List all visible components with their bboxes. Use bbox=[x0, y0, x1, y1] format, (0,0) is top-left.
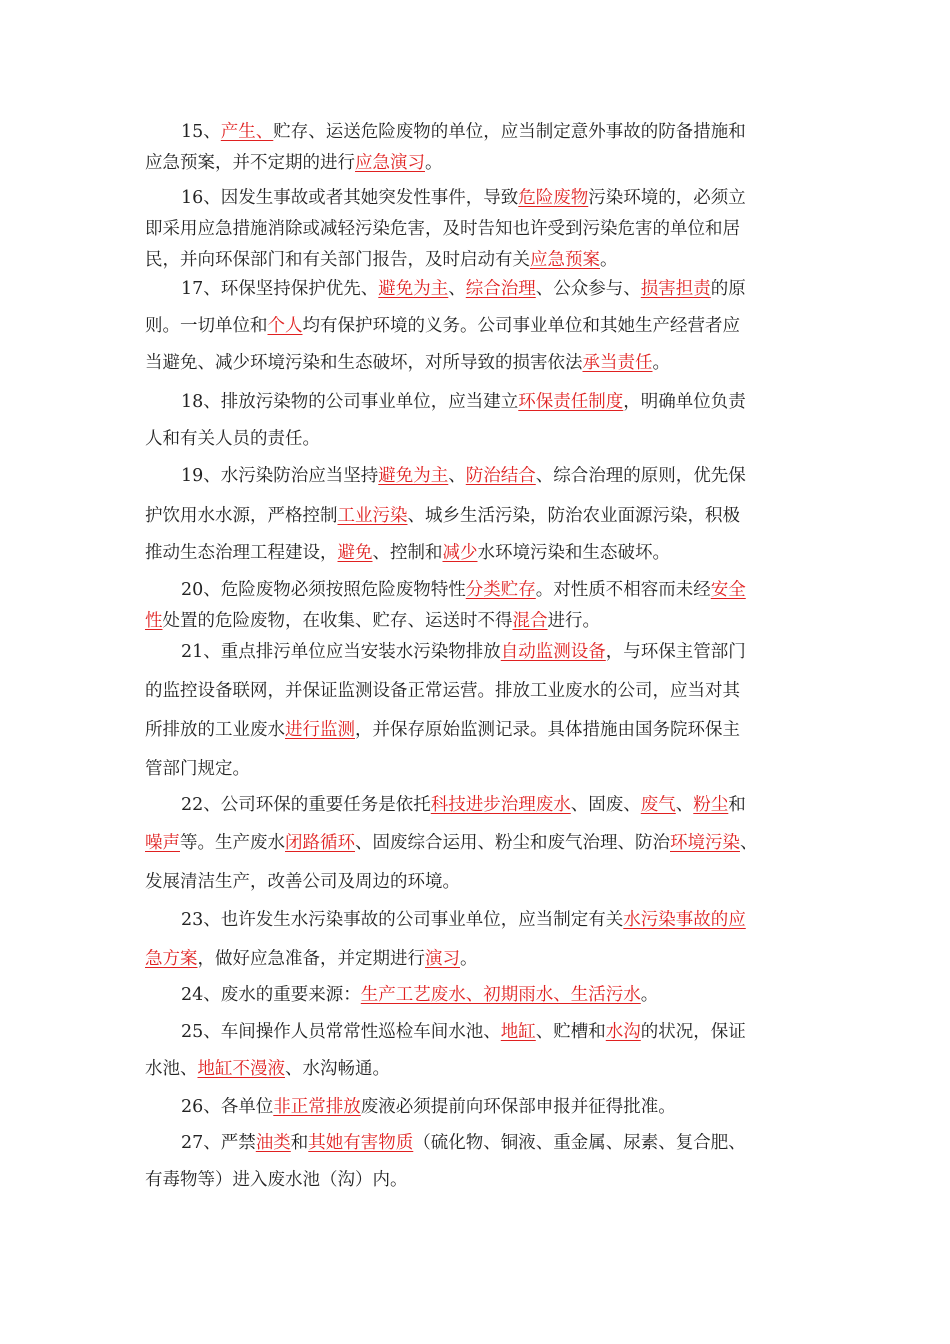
body-text: 水池、 bbox=[145, 1059, 198, 1079]
answer-text: 减少 bbox=[442, 543, 478, 563]
body-text: 15、 bbox=[181, 122, 221, 142]
text-line bbox=[145, 504, 810, 528]
answer-text: 综合治理 bbox=[465, 279, 536, 299]
body-text: 25、车间操作人员常常性巡检车间水池、 bbox=[181, 1022, 501, 1042]
body-text: 当避免、减少环境污染和生态破坏，对所导致的损害依法 bbox=[145, 353, 583, 373]
text-line bbox=[145, 217, 810, 241]
body-text: 处置的危险废物，在收集、贮存、运送时不得 bbox=[162, 611, 513, 631]
answer-text: 废气 bbox=[640, 795, 676, 815]
text-line bbox=[181, 793, 810, 817]
answer-text: 环保责任制度 bbox=[518, 392, 624, 412]
body-text: 护饮用水水源，严格控制 bbox=[145, 506, 338, 526]
text-line bbox=[145, 718, 810, 742]
answer-text: 闭路循环 bbox=[285, 833, 355, 853]
answer-text: 科技进步治理废水 bbox=[430, 795, 571, 815]
body-text: 、贮槽和 bbox=[535, 1022, 606, 1042]
text-line bbox=[145, 870, 810, 894]
text-line bbox=[181, 983, 810, 1007]
body-text: 。 bbox=[652, 353, 670, 373]
answer-text: 应急演习 bbox=[355, 153, 425, 173]
body-text: 水环境污染和生态破坏。 bbox=[477, 543, 670, 563]
answer-text: 其她有害物质 bbox=[308, 1133, 414, 1153]
answer-text: 个人 bbox=[267, 316, 303, 336]
answer-text: 混合 bbox=[512, 611, 548, 631]
text-line bbox=[181, 1131, 810, 1155]
text-line bbox=[181, 186, 810, 210]
body-text: 等。生产废水 bbox=[180, 833, 285, 853]
text-line bbox=[181, 1095, 810, 1119]
answer-text: 噪声 bbox=[145, 833, 180, 853]
body-text: 22、公司环保的重要任务是依托 bbox=[181, 795, 431, 815]
body-text: 16、因发生事故或者其她突发性事件，导致 bbox=[181, 188, 519, 208]
text-line bbox=[145, 947, 810, 971]
body-text: ，并保存原始监测记录。具体措施由国务院环保主 bbox=[355, 720, 740, 740]
body-text: 民，并向环保部门和有关部门报告，及时启动有关 bbox=[145, 250, 530, 270]
body-text: 24、废水的重要来源： bbox=[181, 985, 361, 1005]
body-text: 、固废综合运用、粉尘和废气治理、防治 bbox=[355, 833, 670, 853]
text-line bbox=[181, 1020, 810, 1044]
body-text: 26、各单位 bbox=[181, 1097, 274, 1117]
text-line bbox=[145, 831, 810, 855]
body-text: 23、也许发生水污染事故的公司事业单位，应当制定有关 bbox=[181, 910, 624, 930]
answer-text: 水污染事故的应 bbox=[623, 910, 746, 930]
body-text: 19、水污染防治应当坚持 bbox=[181, 466, 379, 486]
body-text: 废液必须提前向环保部申报并征得批准。 bbox=[360, 1097, 676, 1117]
body-text: 所排放的工业废水 bbox=[145, 720, 285, 740]
text-line bbox=[145, 1168, 810, 1192]
text-line bbox=[181, 908, 810, 932]
body-text: 、 bbox=[740, 833, 758, 853]
answer-text: 避免为主 bbox=[378, 279, 449, 299]
text-line bbox=[145, 679, 810, 703]
answer-text: 应急预案 bbox=[530, 250, 600, 270]
answer-text: 非正常排放 bbox=[273, 1097, 361, 1117]
answer-text: 性 bbox=[145, 611, 163, 631]
text-line bbox=[181, 640, 810, 664]
body-text: 管部门规定。 bbox=[145, 759, 250, 779]
body-text: 。 bbox=[640, 985, 659, 1005]
body-text: ，做好应急准备，并定期进行 bbox=[197, 949, 425, 969]
body-text: 、公众参与、 bbox=[535, 279, 641, 299]
body-text: 均有保护环境的义务。公司事业单位和其她生产经营者应 bbox=[302, 316, 740, 336]
answer-text: 生产工艺废水、初期雨水、生活污水 bbox=[360, 985, 641, 1005]
text-line bbox=[145, 351, 810, 375]
text-line bbox=[145, 248, 810, 272]
answer-text: 防治结合 bbox=[465, 466, 536, 486]
body-text: 。 bbox=[425, 153, 443, 173]
body-text: 贮存、运送危险废物的单位，应当制定意外事故的防备措施和 bbox=[273, 122, 746, 142]
answer-text: 地缸 bbox=[500, 1022, 536, 1042]
answer-text: 避免为主 bbox=[378, 466, 449, 486]
answer-text: 损害担责 bbox=[640, 279, 711, 299]
answer-text: 进行监测 bbox=[285, 720, 355, 740]
body-text: ，与环保主管部门 bbox=[605, 642, 746, 662]
body-text: 、 bbox=[675, 795, 694, 815]
body-text: 。对性质不相容而未经 bbox=[535, 580, 711, 600]
body-text: 、城乡生活污染，防治农业面源污染，积极 bbox=[407, 506, 740, 526]
body-text: 27、严禁 bbox=[181, 1133, 256, 1153]
body-text: 、水沟畅通。 bbox=[285, 1059, 390, 1079]
text-line bbox=[181, 578, 810, 602]
answer-text: 安全 bbox=[710, 580, 746, 600]
text-line bbox=[145, 151, 810, 175]
answer-text: 急方案 bbox=[145, 949, 198, 969]
answer-text: 油类 bbox=[255, 1133, 291, 1153]
answer-text: 产生、 bbox=[220, 122, 274, 142]
text-line bbox=[181, 464, 810, 488]
body-text: （硫化物、铜液、重金属、尿素、复合肥、 bbox=[413, 1133, 746, 1153]
body-text: 污染环境的，必须立 bbox=[588, 188, 746, 208]
body-text: 17、环保坚持保护优先、 bbox=[181, 279, 379, 299]
body-text: 和 bbox=[728, 795, 746, 815]
text-line bbox=[145, 541, 810, 565]
body-text: 人和有关人员的责任。 bbox=[145, 429, 320, 449]
body-text: 推动生态治理工程建设， bbox=[145, 543, 338, 563]
body-text: 、 bbox=[448, 279, 466, 299]
body-text: 。 bbox=[600, 250, 618, 270]
body-text: 应急预案，并不定期的进行 bbox=[145, 153, 355, 173]
text-line bbox=[145, 314, 810, 338]
body-text: 即采用应急措施消除或减轻污染危害，及时告知也许受到污染危害的单位和居 bbox=[145, 219, 740, 239]
answer-text: 承当责任 bbox=[582, 353, 653, 373]
answer-text: 自动监测设备 bbox=[500, 642, 606, 662]
body-text: ，明确单位负责 bbox=[623, 392, 746, 412]
text-line bbox=[145, 757, 810, 781]
body-text: 则。一切单位和 bbox=[145, 316, 268, 336]
answer-text: 分类贮存 bbox=[465, 580, 536, 600]
answer-text: 环境污染 bbox=[670, 833, 740, 853]
body-text: 20、危险废物必须按照危险废物特性 bbox=[181, 580, 466, 600]
body-text: 18、排放污染物的公司事业单位，应当建立 bbox=[181, 392, 519, 412]
body-text: 和 bbox=[290, 1133, 309, 1153]
body-text: 发展清洁生产，改善公司及周边的环境。 bbox=[145, 872, 460, 892]
text-line bbox=[181, 277, 810, 301]
body-text: 有毒物等）进入废水池（沟）内。 bbox=[145, 1170, 408, 1190]
text-line bbox=[181, 120, 810, 144]
body-text: 的监控设备联网，并保证监测设备正常运营。排放工业废水的公司，应当对其 bbox=[145, 681, 740, 701]
answer-text: 工业污染 bbox=[337, 506, 408, 526]
body-text: 、控制和 bbox=[372, 543, 443, 563]
text-line bbox=[181, 390, 810, 414]
body-text: 21、重点排污单位应当安装水污染物排放 bbox=[181, 642, 501, 662]
body-text: 、 bbox=[448, 466, 466, 486]
text-line bbox=[145, 1057, 810, 1081]
body-text: 进行。 bbox=[547, 611, 600, 631]
answer-text: 演习 bbox=[425, 949, 460, 969]
text-line bbox=[145, 609, 810, 633]
body-text: 。 bbox=[460, 949, 478, 969]
body-text: 的状况，保证 bbox=[640, 1022, 746, 1042]
answer-text: 危险废物 bbox=[518, 188, 589, 208]
answer-text: 避免 bbox=[337, 543, 373, 563]
body-text: 、综合治理的原则，优先保 bbox=[535, 466, 746, 486]
text-line bbox=[145, 427, 810, 451]
body-text: 、固废、 bbox=[570, 795, 641, 815]
answer-text: 水沟 bbox=[605, 1022, 641, 1042]
answer-text: 粉尘 bbox=[693, 795, 729, 815]
answer-text: 地缸不漫液 bbox=[197, 1059, 285, 1079]
body-text: 的原 bbox=[710, 279, 746, 299]
